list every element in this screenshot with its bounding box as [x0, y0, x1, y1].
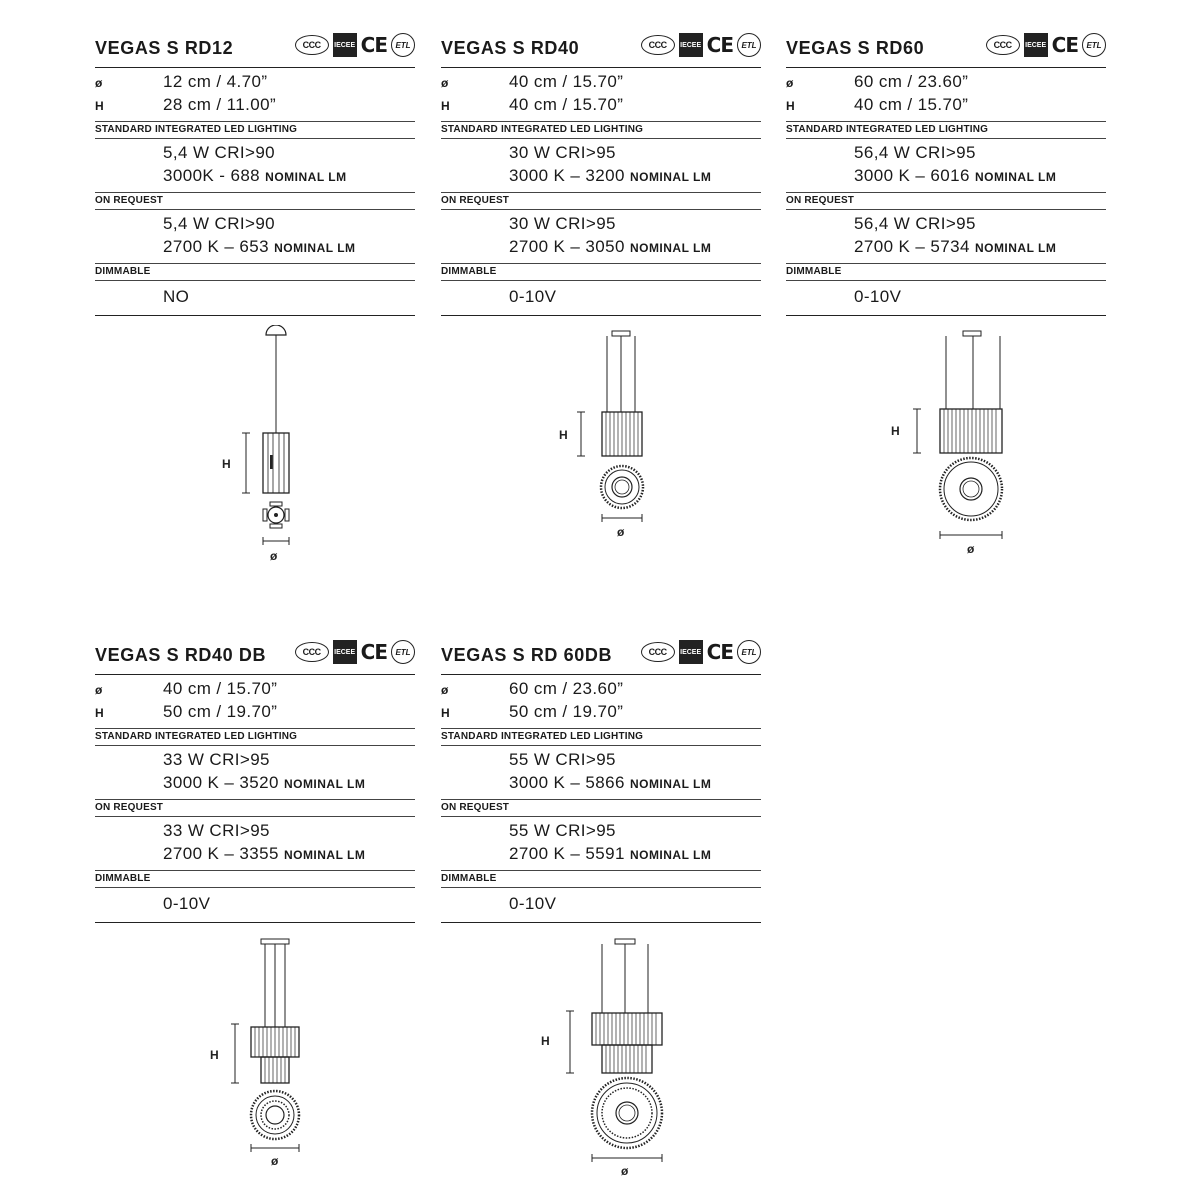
height-key: H — [786, 99, 795, 113]
drawing-rd40 — [550, 325, 690, 550]
request-power: 33 W CRI>95 — [163, 821, 270, 840]
standard-temp: 3000 K – 6016 — [854, 166, 970, 185]
diameter-value: 60 cm / 23.60” — [854, 72, 969, 91]
standard-temp-row — [163, 166, 347, 186]
height-label: H — [222, 457, 231, 471]
lamp-body-side-view — [602, 412, 642, 456]
height-key: H — [441, 706, 450, 720]
height-value: 40 cm / 15.70” — [854, 95, 969, 114]
ccc-icon: CCC — [641, 642, 675, 662]
diameter-label: ø — [621, 1164, 629, 1178]
request-temp-row — [163, 237, 356, 257]
etl-icon: ETL — [737, 640, 761, 664]
divider — [95, 315, 415, 316]
diameter-label: ø — [270, 549, 278, 563]
etl-icon: ETL — [391, 640, 415, 664]
iecee-icon: IECEE — [679, 640, 703, 664]
request-block — [786, 210, 1106, 263]
standard-block — [786, 139, 1106, 192]
ce-mark-icon: CE — [360, 640, 387, 664]
height-value: 50 cm / 19.70” — [509, 702, 624, 721]
suspension-cables — [607, 336, 635, 412]
product-card-rd12 — [95, 25, 415, 316]
product-title: VEGAS S RD12 — [95, 38, 234, 58]
diameter-value: 60 cm / 23.60” — [509, 679, 624, 698]
standard-block — [95, 746, 415, 799]
height-key: H — [441, 99, 450, 113]
product-title: VEGAS S RD40 — [441, 38, 580, 58]
standard-label: STANDARD INTEGRATED LED LIGHTING — [95, 124, 298, 135]
certification-marks — [295, 33, 415, 57]
product-header — [441, 632, 761, 674]
request-label: ON REQUEST — [95, 802, 164, 813]
height-key: H — [95, 99, 104, 113]
dimmable-label: DIMMABLE — [786, 266, 842, 277]
dimmable-label: DIMMABLE — [95, 266, 151, 277]
request-block — [95, 210, 415, 263]
diameter-value: 12 cm / 4.70” — [163, 72, 268, 91]
request-temp: 2700 K – 5734 — [854, 237, 970, 256]
lamp-bottom-view — [592, 1078, 662, 1148]
dimmable-value: NO — [163, 287, 190, 306]
request-block — [441, 817, 761, 870]
dimmable-block — [95, 281, 415, 315]
standard-power: 55 W CRI>95 — [509, 750, 616, 769]
dimmable-label: DIMMABLE — [441, 873, 497, 884]
product-header — [95, 632, 415, 674]
iecee-icon: IECEE — [333, 33, 357, 57]
dimensions — [786, 68, 1106, 121]
request-unit: NOMINAL LM — [974, 241, 1057, 255]
iecee-icon: IECEE — [1024, 33, 1048, 57]
standard-unit: NOMINAL LM — [283, 777, 366, 791]
standard-power: 5,4 W CRI>90 — [163, 143, 276, 162]
ceiling-canopy — [266, 325, 286, 335]
dimensions — [441, 68, 761, 121]
divider — [441, 922, 761, 923]
certification-marks — [641, 640, 761, 664]
standard-label: STANDARD INTEGRATED LED LIGHTING — [786, 124, 989, 135]
standard-temp-row — [854, 166, 1056, 186]
standard-power: 30 W CRI>95 — [509, 143, 616, 162]
ce-mark-icon: CE — [360, 33, 387, 57]
divider — [95, 922, 415, 923]
drawing-rd40-db — [195, 935, 335, 1175]
dimmable-value: 0-10V — [163, 894, 211, 913]
height-label: H — [891, 424, 900, 438]
diameter-key: ø — [441, 76, 449, 90]
standard-temp: 3000 K – 3520 — [163, 773, 279, 792]
diameter-key: ø — [441, 683, 449, 697]
ccc-icon: CCC — [295, 35, 329, 55]
diameter-value: 40 cm / 15.70” — [509, 72, 624, 91]
request-block — [441, 210, 761, 263]
standard-temp: 3000 K – 5866 — [509, 773, 625, 792]
standard-unit: NOMINAL LM — [629, 777, 712, 791]
etl-icon: ETL — [1082, 33, 1106, 57]
ce-mark-icon: CE — [1051, 33, 1078, 57]
standard-unit: NOMINAL LM — [974, 170, 1057, 184]
dimmable-label: DIMMABLE — [441, 266, 497, 277]
product-title: VEGAS S RD60 — [786, 38, 925, 58]
standard-temp-row — [509, 773, 711, 793]
request-unit: NOMINAL LM — [274, 241, 356, 255]
product-header — [786, 25, 1106, 67]
etl-icon: ETL — [737, 33, 761, 57]
divider — [441, 315, 761, 316]
standard-unit: NOMINAL LM — [265, 170, 347, 184]
product-card-rd40 — [441, 25, 761, 316]
dimmable-value: 0-10V — [509, 894, 557, 913]
ce-mark-icon: CE — [706, 33, 733, 57]
request-temp: 2700 K – 5591 — [509, 844, 625, 863]
request-block — [95, 817, 415, 870]
dimmable-value: 0-10V — [509, 287, 557, 306]
diameter-key: ø — [95, 76, 103, 90]
ccc-icon: CCC — [986, 35, 1020, 55]
lamp-bottom-view — [251, 1091, 299, 1139]
standard-label: STANDARD INTEGRATED LED LIGHTING — [441, 124, 644, 135]
request-power: 30 W CRI>95 — [509, 214, 616, 233]
ceiling-canopy — [261, 939, 289, 944]
divider — [786, 315, 1106, 316]
standard-block — [441, 139, 761, 192]
dimmable-block — [441, 888, 761, 922]
request-power: 55 W CRI>95 — [509, 821, 616, 840]
iecee-icon: IECEE — [679, 33, 703, 57]
suspension-cables — [265, 944, 285, 1027]
etl-icon: ETL — [391, 33, 415, 57]
standard-temp-row — [509, 166, 711, 186]
ccc-icon: CCC — [641, 35, 675, 55]
height-label: H — [559, 428, 568, 442]
diameter-value: 40 cm / 15.70” — [163, 679, 278, 698]
product-card-rd60-db — [441, 632, 761, 923]
standard-power: 33 W CRI>95 — [163, 750, 270, 769]
request-temp-row — [509, 844, 711, 864]
diameter-label: ø — [617, 525, 625, 539]
lamp-body-side-view — [251, 1027, 299, 1083]
request-unit: NOMINAL LM — [629, 848, 712, 862]
request-temp-row — [854, 237, 1056, 257]
standard-temp: 3000 K – 3200 — [509, 166, 625, 185]
ce-mark-icon: CE — [706, 640, 733, 664]
dimensions — [441, 675, 761, 728]
lamp-body-side-view — [940, 409, 1002, 453]
product-title: VEGAS S RD40 DB — [95, 645, 267, 665]
drawing-rd60 — [880, 325, 1040, 570]
lamp-body-side-view — [263, 433, 289, 493]
request-temp-row — [509, 237, 711, 257]
dimensions — [95, 68, 415, 121]
diameter-key: ø — [95, 683, 103, 697]
ccc-icon: CCC — [295, 642, 329, 662]
lamp-body-side-view — [592, 1013, 662, 1073]
standard-temp-row — [163, 773, 365, 793]
certification-marks — [986, 33, 1106, 57]
standard-unit: NOMINAL LM — [629, 170, 712, 184]
height-value: 28 cm / 11.00” — [163, 95, 277, 114]
lamp-bottom-view — [263, 502, 289, 528]
standard-label: STANDARD INTEGRATED LED LIGHTING — [441, 731, 644, 742]
request-temp: 2700 K – 3050 — [509, 237, 625, 256]
request-power: 56,4 W CRI>95 — [854, 214, 976, 233]
product-header — [441, 25, 761, 67]
request-temp: 2700 K – 3355 — [163, 844, 279, 863]
ceiling-canopy — [612, 331, 630, 336]
product-card-rd40-db — [95, 632, 415, 923]
height-value: 50 cm / 19.70” — [163, 702, 278, 721]
dimmable-block — [786, 281, 1106, 315]
request-temp-row — [163, 844, 365, 864]
request-power: 5,4 W CRI>90 — [163, 214, 276, 233]
request-label: ON REQUEST — [786, 195, 855, 206]
dimensions — [95, 675, 415, 728]
standard-temp: 3000K - 688 — [163, 166, 261, 185]
standard-block — [441, 746, 761, 799]
certification-marks — [641, 33, 761, 57]
request-label: ON REQUEST — [441, 802, 510, 813]
standard-block — [95, 139, 415, 192]
iecee-icon: IECEE — [333, 640, 357, 664]
diameter-label: ø — [967, 542, 975, 556]
lamp-bottom-view — [601, 466, 643, 508]
dimmable-value: 0-10V — [854, 287, 902, 306]
drawing-rd60-db — [530, 935, 690, 1180]
height-value: 40 cm / 15.70” — [509, 95, 624, 114]
request-unit: NOMINAL LM — [283, 848, 366, 862]
product-title: VEGAS S RD 60DB — [441, 645, 613, 665]
request-unit: NOMINAL LM — [629, 241, 712, 255]
diameter-label: ø — [271, 1154, 279, 1168]
product-header — [95, 25, 415, 67]
dimmable-block — [95, 888, 415, 922]
suspension-cables — [602, 944, 648, 1013]
request-temp: 2700 K – 653 — [163, 237, 275, 256]
drawing-rd12 — [200, 325, 360, 570]
dimmable-label: DIMMABLE — [95, 873, 151, 884]
certification-marks — [295, 640, 415, 664]
ceiling-canopy — [963, 331, 981, 336]
height-label: H — [541, 1034, 550, 1048]
ceiling-canopy — [615, 939, 635, 944]
dimmable-block — [441, 281, 761, 315]
request-label: ON REQUEST — [95, 195, 164, 206]
lamp-bottom-view — [940, 458, 1002, 520]
height-key: H — [95, 706, 104, 720]
standard-label: STANDARD INTEGRATED LED LIGHTING — [95, 731, 298, 742]
request-label: ON REQUEST — [441, 195, 510, 206]
suspension-cables — [946, 336, 1000, 409]
height-label: H — [210, 1048, 219, 1062]
diameter-key: ø — [786, 76, 794, 90]
standard-power: 56,4 W CRI>95 — [854, 143, 976, 162]
product-card-rd60 — [786, 25, 1106, 316]
